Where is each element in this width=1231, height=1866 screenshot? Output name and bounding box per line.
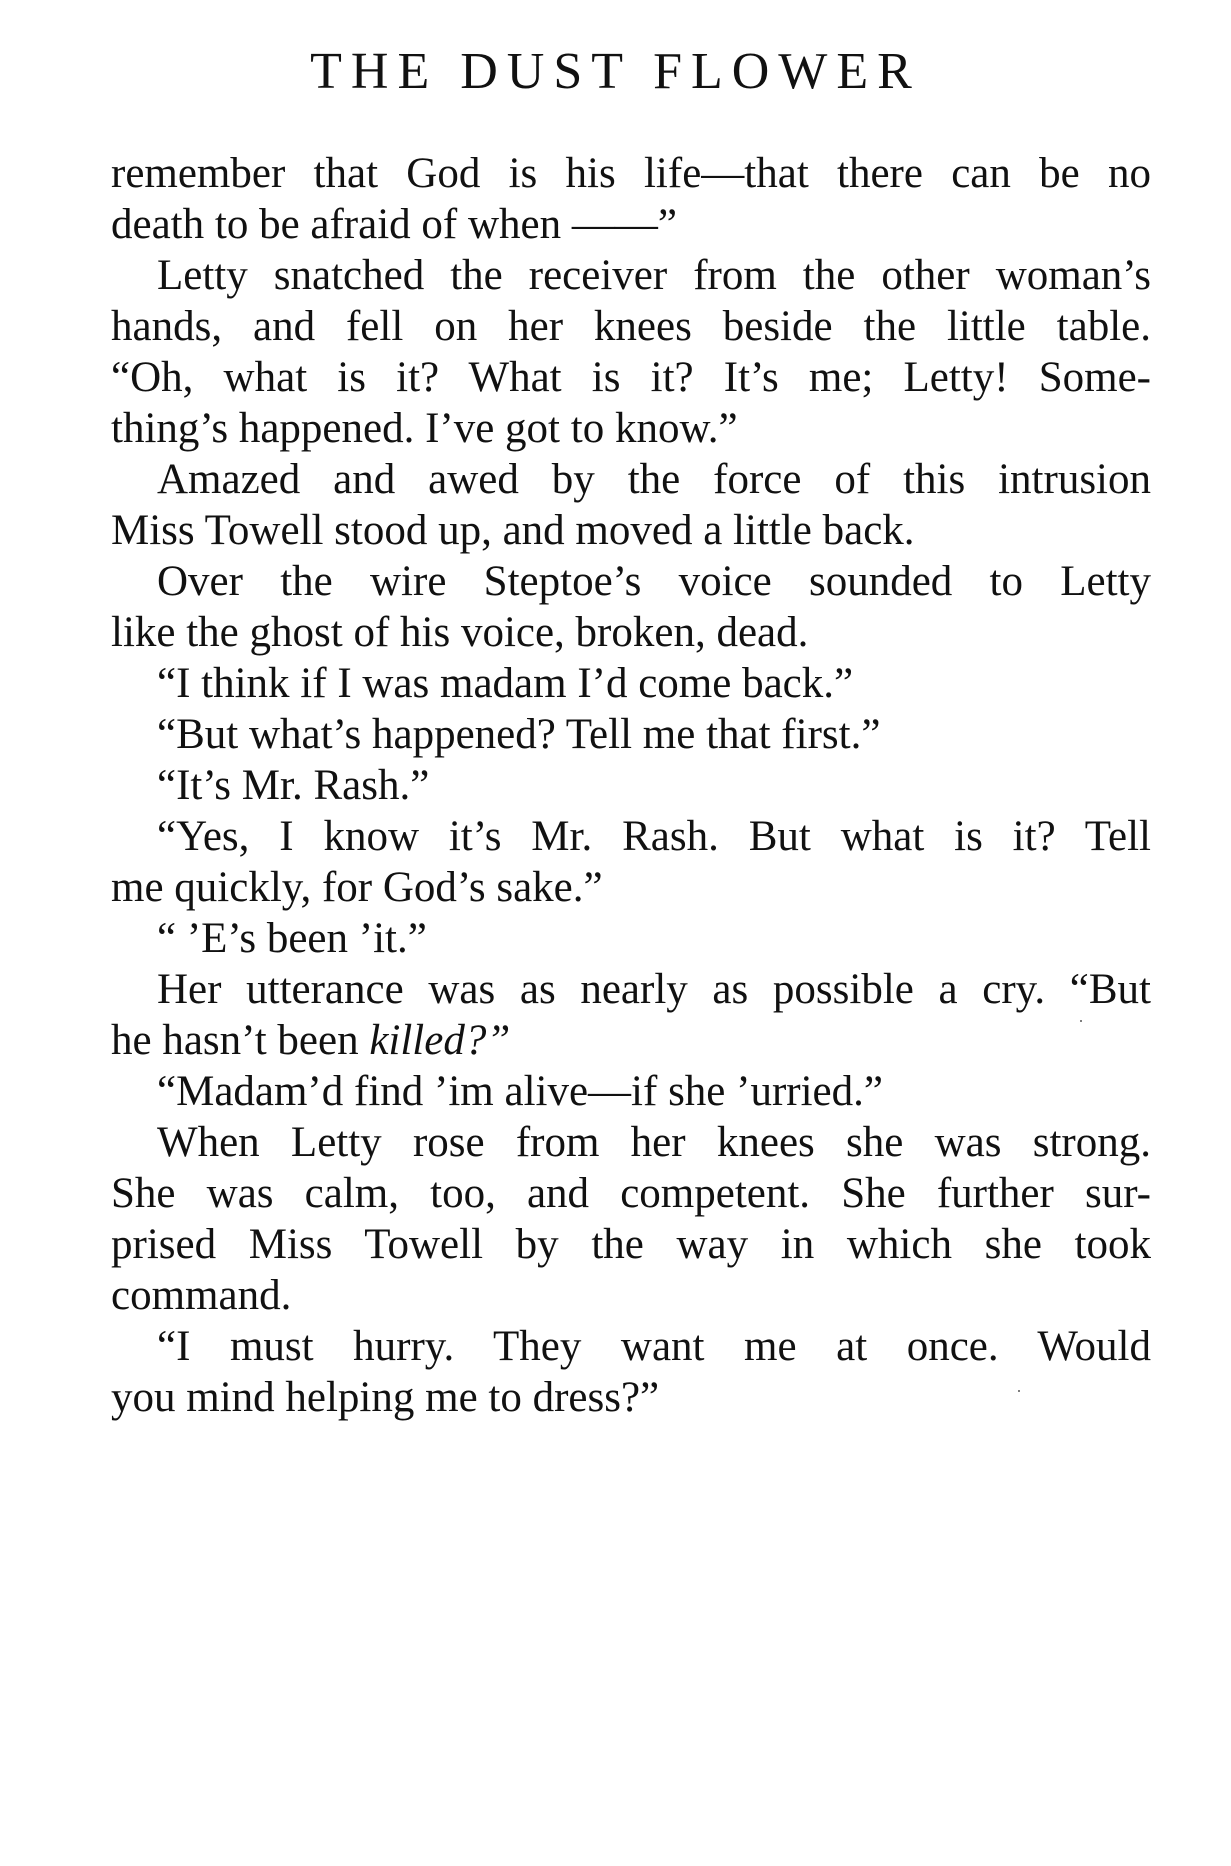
text-line: Her utterance was as nearly as possible a cry. “But bbox=[157, 966, 1151, 1013]
body-text bbox=[111, 148, 1151, 1423]
text-line bbox=[111, 1015, 1151, 1066]
italic-text-run: killed?” bbox=[369, 1017, 511, 1064]
text-line: me quickly, for God’s sake.” bbox=[111, 864, 603, 911]
text-line: “It’s Mr. Rash.” bbox=[157, 762, 430, 809]
text-line: She was calm, too, and competent. She further sur- bbox=[111, 1170, 1151, 1217]
text-line: like the ghost of his voice, broken, dead. bbox=[111, 609, 809, 656]
text-run: he hasn’t been bbox=[111, 1017, 370, 1064]
text-line: hands, and fell on her knees beside the little table. bbox=[111, 303, 1151, 350]
text-line: command. bbox=[111, 1272, 292, 1319]
running-head-title: THE DUST FLOWER bbox=[310, 43, 921, 100]
text-line: Over the wire Steptoe’s voice sounded to Letty bbox=[157, 558, 1151, 605]
print-speck bbox=[1080, 1020, 1082, 1022]
text-line: remember that God is his life—that there can be no bbox=[111, 150, 1151, 197]
text-line: “I must hurry. They want me at once. Would bbox=[157, 1323, 1151, 1370]
text-line: “Oh, what is it? What is it? It’s me; Letty! Some- bbox=[111, 354, 1151, 401]
print-speck bbox=[1018, 1390, 1020, 1392]
text-line: Miss Towell stood up, and moved a little back. bbox=[111, 507, 915, 554]
text-line: Letty snatched the receiver from the other woman’s bbox=[157, 252, 1151, 299]
text-line: thing’s happened. I’ve got to know.” bbox=[111, 405, 738, 452]
text-line: “Yes, I know it’s Mr. Rash. But what is it? Tell bbox=[157, 813, 1151, 860]
text-line: “Madam’d find ’im alive—if she ’urried.” bbox=[157, 1068, 883, 1115]
text-line: Amazed and awed by the force of this intrusion bbox=[157, 456, 1151, 503]
text-line: “But what’s happened? Tell me that first.” bbox=[157, 711, 881, 758]
text-line: “I think if I was madam I’d come back.” bbox=[157, 660, 854, 707]
text-line: “ ’E’s been ’it.” bbox=[157, 915, 427, 962]
text-line: prised Miss Towell by the way in which she took bbox=[111, 1221, 1151, 1268]
text-line: When Letty rose from her knees she was strong. bbox=[157, 1119, 1151, 1166]
text-line: you mind helping me to dress?” bbox=[111, 1374, 660, 1421]
text-line: death to be afraid of when ——” bbox=[111, 201, 677, 248]
